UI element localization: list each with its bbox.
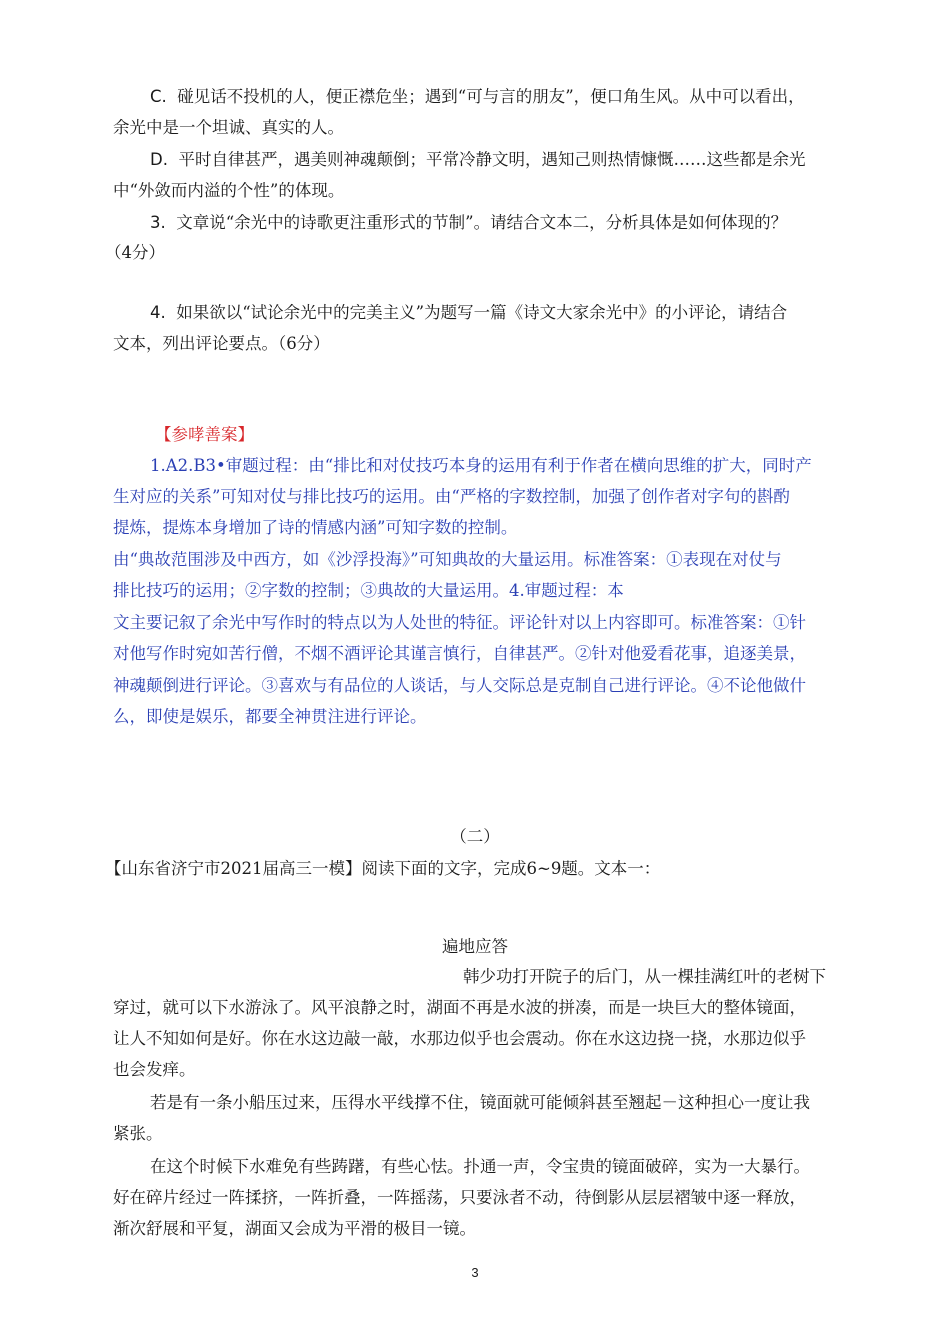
paragraph-line-5: 若是有一条小船压过来，压得水平线撑不住，镜面就可能倾斜甚至翘起－这种担心一度让我 (150, 1093, 810, 1112)
paragraph-line-8: 好在碎片经过一阵揉挤，一阵折叠，一阵摇荡，只要泳者不动，待倒影从层层褶皱中逐一释放， (113, 1188, 806, 1207)
question-3-line2: （4分） (105, 243, 165, 262)
answer-line-6: 文主要记叙了余光中写作时的特点以为人处世的特征。评论针对以上内容即可。标准答案：①针 (113, 613, 806, 632)
answer-line-9: 么，即使是娱乐，都要全神贯注进行评论。 (113, 707, 427, 726)
option-d-line2: 中“外敛而内溢的个性”的体现。 (113, 181, 345, 200)
page-number: 3 (471, 1265, 479, 1280)
answer-line-5: 排比技巧的运用；②字数的控制；③典故的大量运用。4.审题过程：本 (113, 581, 624, 600)
section-intro: 【山东省济宁市2021届高三一模】阅读下面的文字，完成6~9题。文本一： (105, 859, 661, 878)
option-c-line1: C. 碰见话不投机的人，便正襟危坐；遇到“可与言的朋友”，便口角生风。从中可以看出， (150, 87, 805, 106)
question-3-line1: 3. 文章说“余光中的诗歌更注重形式的节制”。请结合文本二，分析具体是如何体现的？ (150, 213, 788, 232)
answer-line-1: 1.A2.B3•审题过程：由“排比和对仗技巧本身的运用有利于作者在横向思维的扩大，同时产 (150, 456, 812, 475)
paragraph-line-3: 让人不知如何是好。你在水这边敲一敲，水那边似乎也会震动。你在水这边挠一挠，水那边似乎 (113, 1029, 806, 1048)
question-4-line1: 4. 如果欲以“试论余光中的完美主义”为题写一篇《诗文大家余光中》的小评论，请结合 (150, 303, 788, 322)
question-4-line2: 文本，列出评论要点。（6分） (113, 334, 330, 353)
section-number: （二） (450, 827, 500, 846)
answer-line-2: 生对应的关系”可知对仗与排比技巧的运用。由“严格的字数控制，加强了创作者对字句的斟酌 (113, 487, 790, 506)
article-title: 遍地应答 (442, 937, 508, 956)
paragraph-line-6: 紧张。 (113, 1124, 163, 1143)
paragraph-line-1: 韩少功打开院子的后门，从一棵挂满红叶的老树下 (463, 967, 826, 986)
option-d-line1: D. 平时自律甚严，遇美则神魂颠倒；平常冷静文明，遇知己则热情慷慨……这些都是余光 (150, 150, 806, 169)
option-c-label: C. (150, 87, 167, 106)
answer-line-8: 神魂颠倒进行评论。③喜欢与有品位的人谈话，与人交际总是克制自己进行评论。④不论他做什 (113, 676, 806, 695)
question-4-label: 4. (150, 303, 166, 322)
paragraph-line-7: 在这个时候下水难免有些踌躇，有些心怯。扑通一声，令宝贵的镜面破碎，实为一大暴行。 (150, 1157, 810, 1176)
paragraph-line-2: 穿过，就可以下水游泳了。风平浪静之时，湖面不再是水波的拼凑，而是一块巨大的整体镜面， (113, 998, 806, 1017)
paragraph-line-9: 渐次舒展和平复，湖面又会成为平滑的极目一镜。 (113, 1219, 476, 1238)
answer-line-4: 由“典故范围涉及中西方，如《沙浮投海》”可知典故的大量运用。标准答案：①表现在对仗与 (113, 550, 782, 569)
option-c-line2: 余光中是一个坦诚、真实的人。 (113, 118, 344, 137)
answer-line-7: 对他写作时宛如苦行僧，不烟不酒评论其谨言慎行，自律甚严。②针对他爱看花事，追逐美景， (113, 644, 806, 663)
paragraph-line-4: 也会发痒。 (113, 1060, 196, 1079)
question-3-label: 3. (150, 213, 166, 232)
answer-heading: 【参哮善案】 (155, 425, 254, 444)
answer-line-3: 提炼，提炼本身增加了诗的情感内涵”可知字数的控制。 (113, 518, 518, 537)
option-d-label: D. (150, 150, 168, 169)
